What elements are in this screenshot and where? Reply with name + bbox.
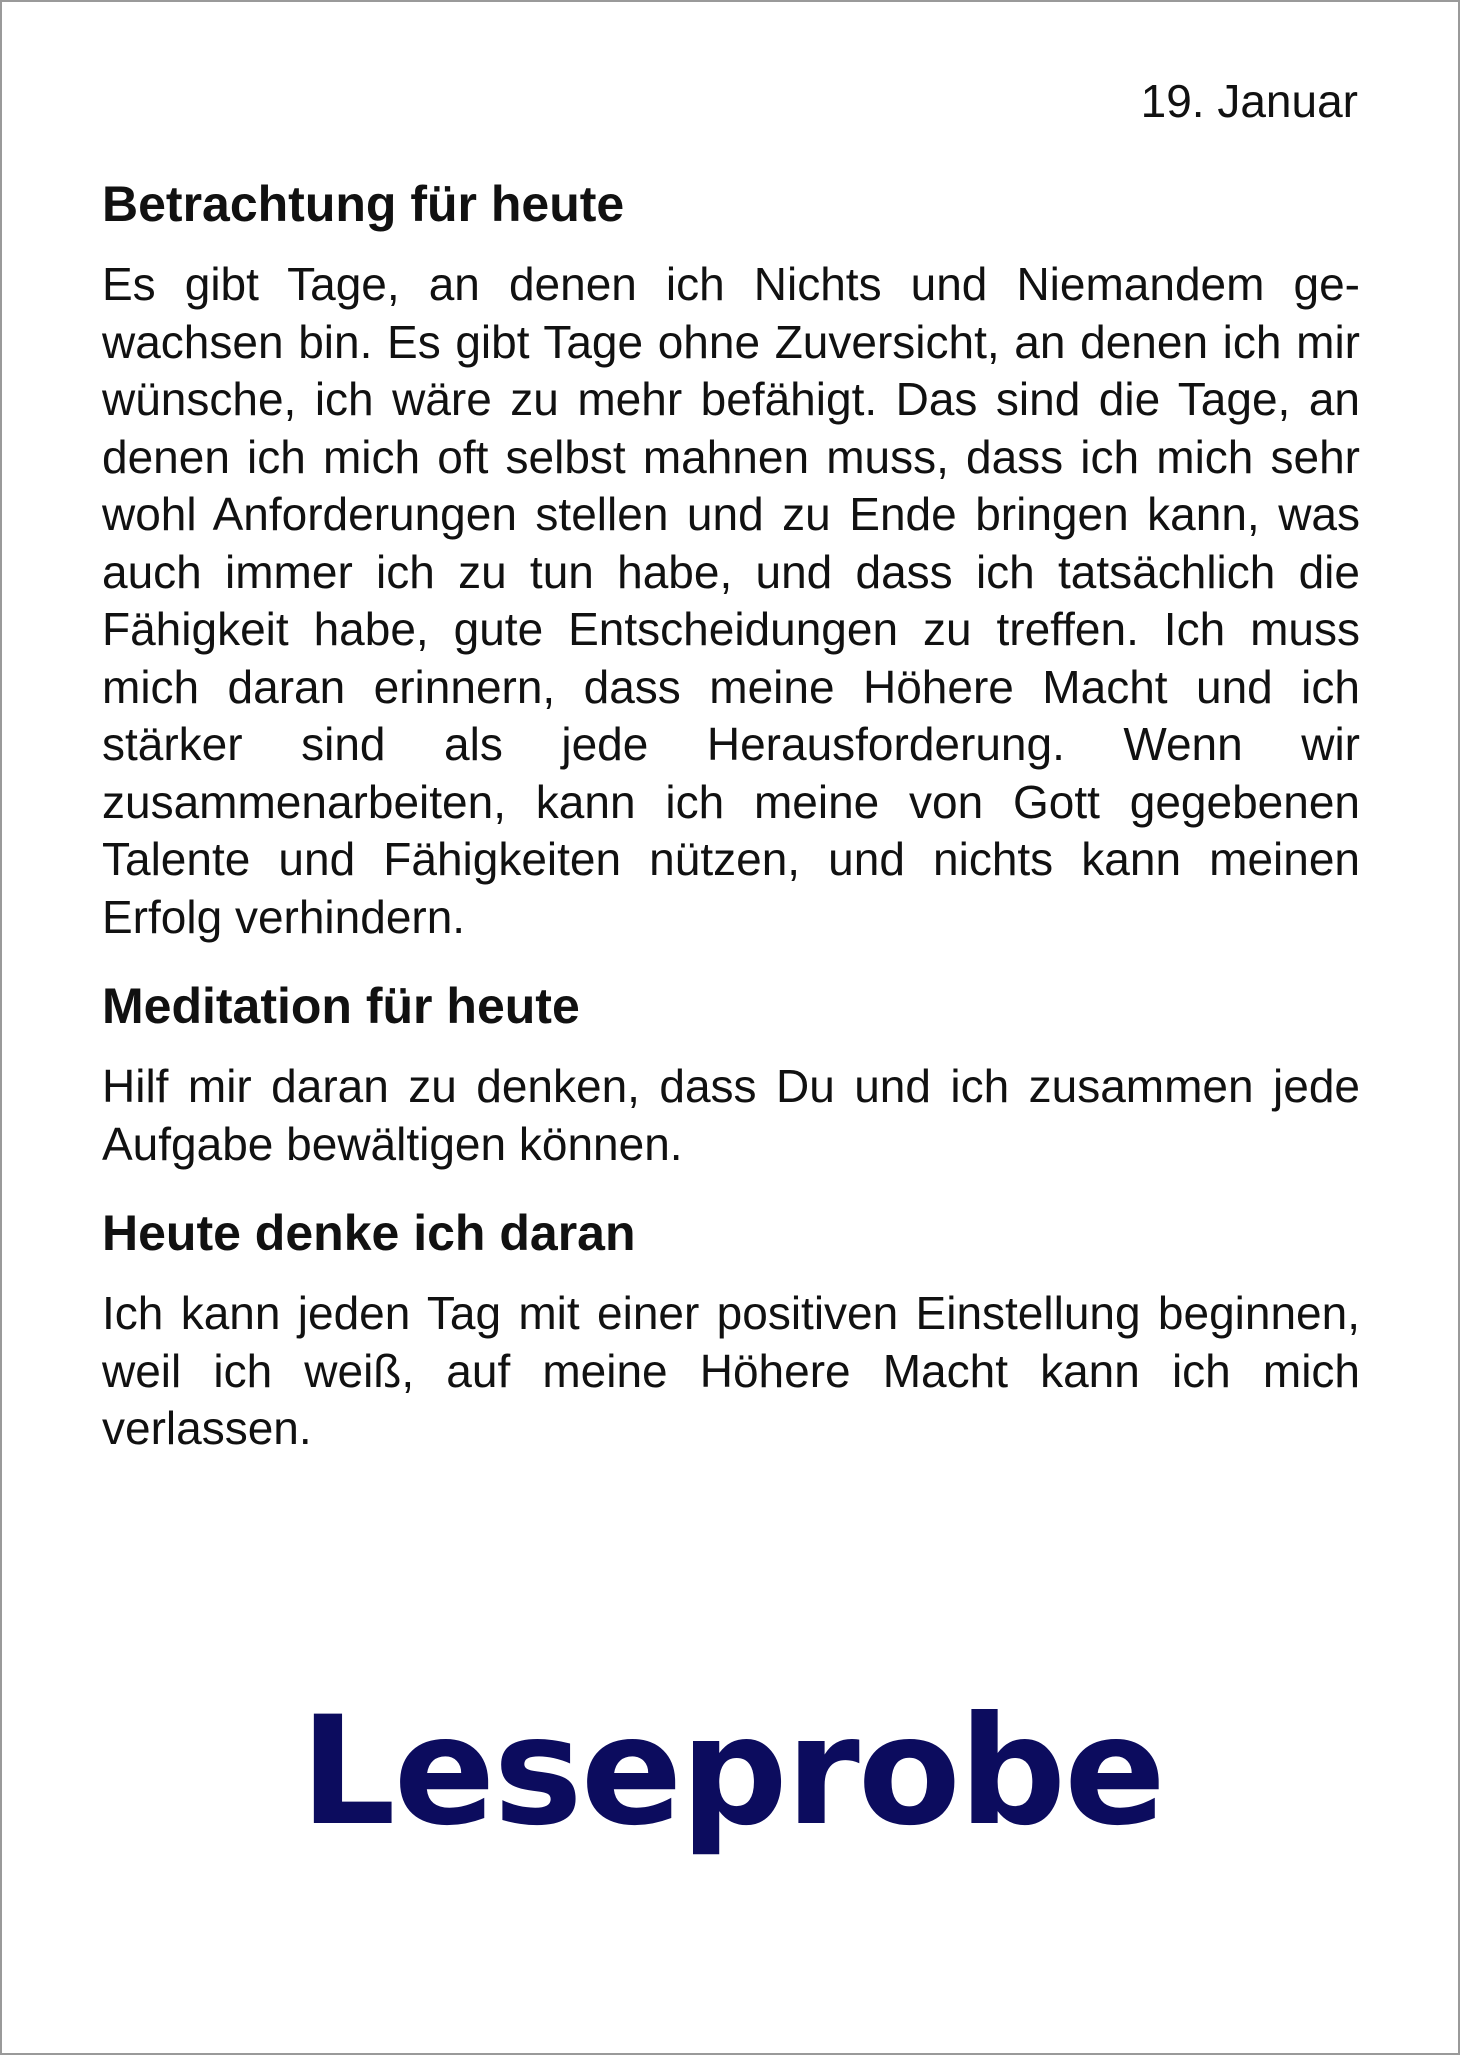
section-heading-remember: Heute denke ich daran: [102, 1205, 636, 1261]
section-text-reflection: Es gibt Tage, an denen ich Nichts und Niemandem gewachsen bin. Es gibt Tage ohne Zuversicht, an denen ich mir wünsche, ich wäre zu mehr befähigt. Das sind die Tage, an denen ich mich oft selbst mahnen muss, dass ich mich sehr wohl Anforderungen stellen und zu Ende bringen kann, was auch immer ich zu tun habe, und dass ich tatsächlich die Fähigkeit habe, gute Entscheidungen zu treffen. Ich muss mich daran erinnern, dass meine Höhere Macht und ich stärker sind als jede Herausforderung. Wenn wir zusammenarbeiten, kann ich meine von Gott gegebenen Talente und Fähigkeiten nützen, und nichts kann meinen Erfolg verhindern.: [102, 258, 1360, 943]
leseprobe-watermark: Leseprobe: [300, 1685, 1164, 1859]
section-text-meditation: Hilf mir daran zu denken, dass Du und ich zusammen jede Aufgabe bewältigen können.: [102, 1060, 1360, 1170]
section-heading-reflection: Betrachtung für heute: [102, 176, 625, 232]
page-content: [102, 172, 1360, 1486]
section-text-remember: Ich kann jeden Tag mit einer positiven Einstellung beginnen, weil ich weiß, auf meine Höhere Macht kann ich mich verlassen.: [102, 1287, 1360, 1454]
page-date: 19. Januar: [1140, 75, 1358, 127]
section-heading-meditation: Meditation für heute: [102, 978, 580, 1034]
